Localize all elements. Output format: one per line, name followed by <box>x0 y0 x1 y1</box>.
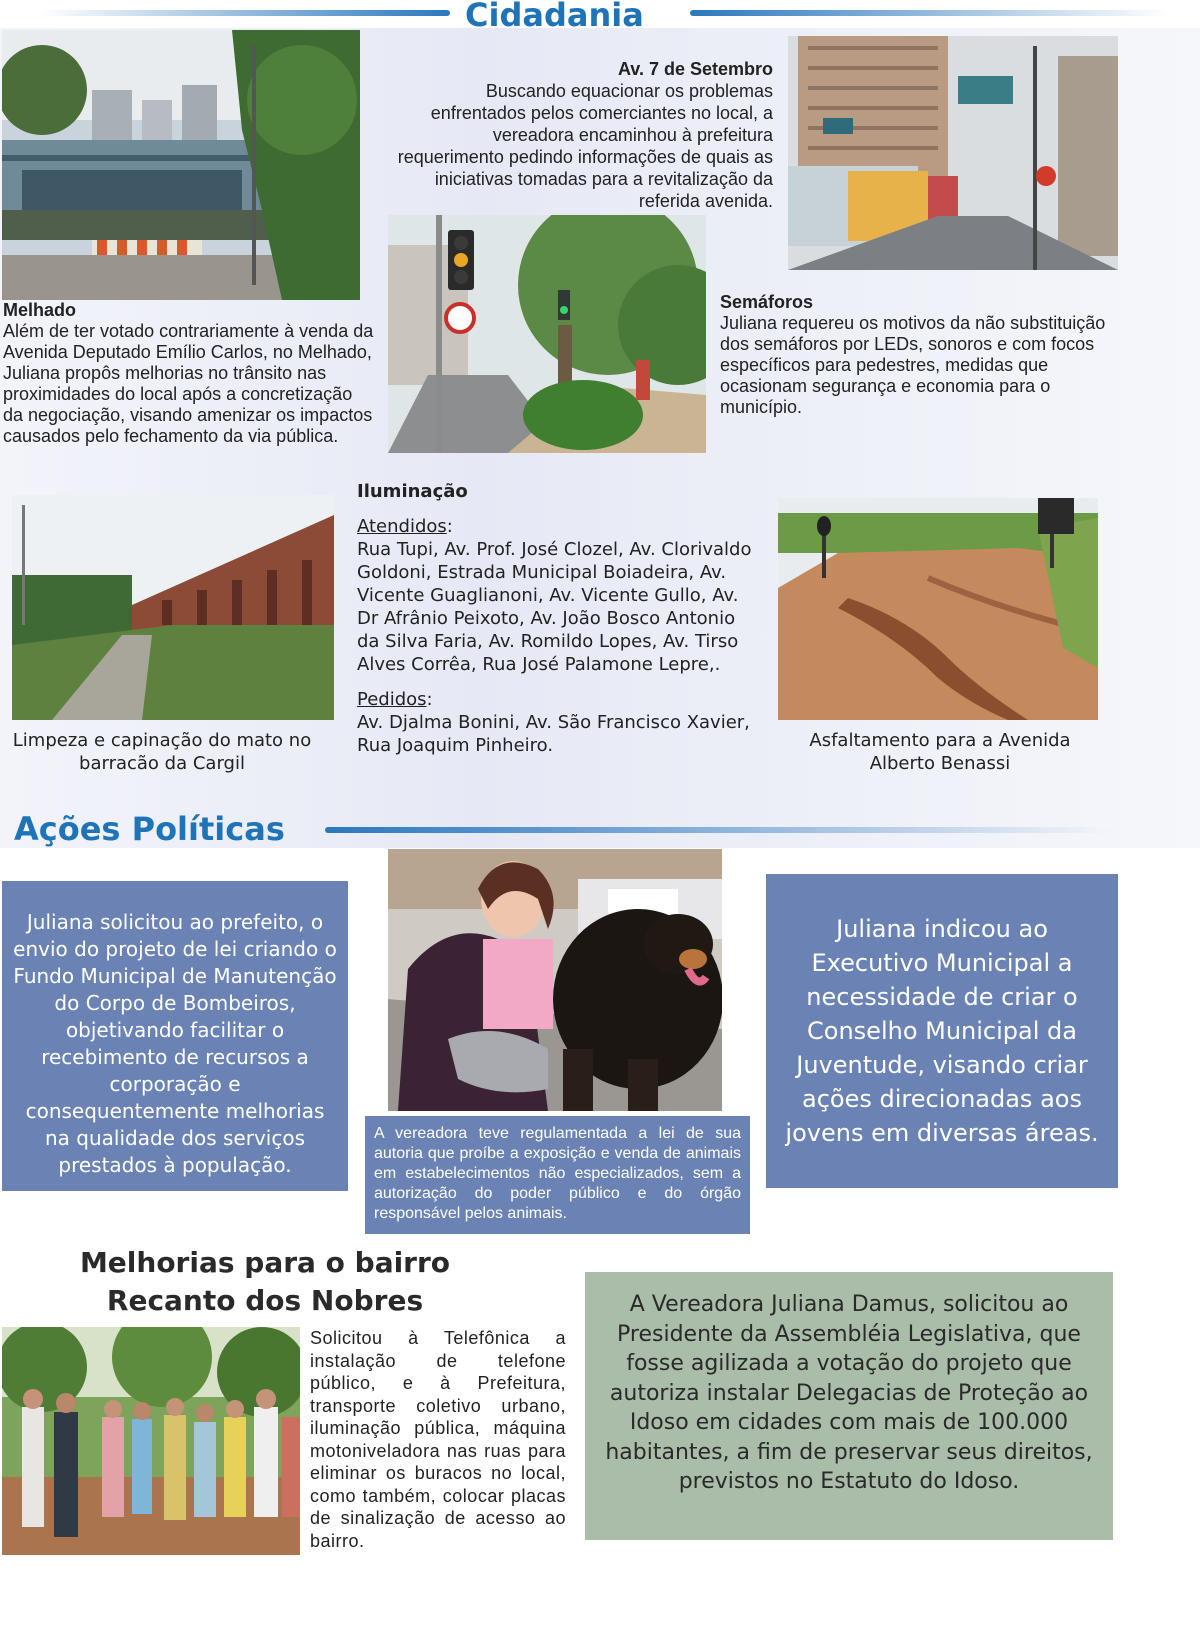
photo-vereadora-dog <box>388 849 722 1111</box>
caption-cargil: Limpeza e capinação do mato no barracão da Cargil <box>12 730 312 774</box>
title-rule-right <box>690 10 1170 16</box>
iluminacao-heading: Iluminação <box>357 481 468 502</box>
acoes-rule <box>325 827 1115 833</box>
av7-body: Buscando equacionar os problemas enfrentados pelos comerciantes no local, a vereadora encaminhou à prefeitura requerimento pedindo informações de quais as iniciativas tomadas para a revitalização da referida avenida. <box>397 81 773 211</box>
atendidos-label: Atendidos <box>357 516 447 537</box>
pedidos-list: Av. Djalma Bonini, Av. São Francisco Xavier, Rua Joaquim Pinheiro. <box>357 712 750 756</box>
photo-recanto-group <box>2 1327 300 1555</box>
melhado-body: Além de ter votado contrariamente à venda da Avenida Deputado Emílio Carlos, no Melhado, Juliana propôs melhorias no trânsito nas proximidades do local após a concretização da negociação, visando amenizar os impactos causados pelo fechamento da via pública. <box>3 321 374 446</box>
melhado-heading: Melhado <box>3 300 77 320</box>
photo-benassi-road <box>778 498 1098 720</box>
photo-traffic-light <box>388 215 706 453</box>
iluminacao-block: Iluminação Atendidos: Rua Tupi, Av. Prof. José Clozel, Av. Clorivaldo Goldoni, Estrada Municipal Boiadeira, Av. Vicente Guaglianoni, Av. Vicente Gullo, Av. Dr Afrânio Peixoto, Av. João Bosco Antonio da Silva Faria, Av. Romildo Lopes, Av. Tirso Alves Corrêa, Rua José Palamone Lepre,. Pedidos: Av. Djalma Bonini, Av. São Francisco Xavier, Rua Joaquim Pinheiro. <box>357 480 757 757</box>
box-idoso-text: A Vereadora Juliana Damus, solicitou ao Presidente da Assembléia Legislativa, que fosse agilizada a votação do projeto que autoriza instalar Delegacias de Proteção ao Idoso em cidades com mais de 100.000 habitantes, a fim de preservar seus direitos, previstos no Estatuto do Idoso. <box>605 1292 1093 1494</box>
acoes-title: Ações Políticas <box>14 810 285 848</box>
title-rule-left <box>40 10 450 16</box>
photo-melhado-overpass <box>2 30 360 300</box>
cidadania-title: Cidadania <box>465 0 644 34</box>
semaforos-block <box>720 292 1120 418</box>
box-bombeiros <box>2 881 348 1191</box>
box-juventude <box>766 874 1118 1188</box>
box-animals-law-text: A vereadora teve regulamentada a lei de sua autoria que proíbe a exposição e venda de animais em estabelecimentos não especializados, sem a autorização do poder público e do órgão responsável pelos animais. <box>374 1125 741 1222</box>
box-bombeiros-text: Juliana solicitou ao prefeito, o envio do projeto de lei criando o Fundo Municipal de Manutenção do Corpo de Bombeiros, objetivando facilitar o recebimento de recursos a corporação e consequentemente melhorias na qualidade dos serviços prestados à população. <box>13 910 337 1177</box>
atendidos-list: Rua Tupi, Av. Prof. José Clozel, Av. Clorivaldo Goldoni, Estrada Municipal Boiadeira, Av. Vicente Guaglianoni, Av. Vicente Gullo, Av. Dr Afrânio Peixoto, Av. João Bosco Antonio da Silva Faria, Av. Romildo Lopes, Av. Tirso Alves Corrêa, Rua José Palamone Lepre,. <box>357 539 752 675</box>
box-juventude-text: Juliana indicou ao Executivo Municipal a necessidade de criar o Conselho Municipal da Juventude, visando criar ações direcionadas aos jovens em diversas áreas. <box>785 915 1099 1147</box>
recanto-title-line2: Recanto dos Nobres <box>106 1284 424 1317</box>
box-idoso <box>585 1272 1113 1540</box>
semaforos-heading: Semáforos <box>720 292 814 312</box>
av7-heading: Av. 7 de Setembro <box>617 59 773 79</box>
recanto-title <box>40 1244 490 1320</box>
caption-benassi: Asfaltamento para a Avenida Alberto Benassi <box>809 730 1071 774</box>
melhado-block <box>3 300 375 447</box>
photo-av7-street <box>788 36 1118 270</box>
photo-cargil-warehouse <box>12 495 334 720</box>
recanto-body: Solicitou à Telefônica a instalação de telefone público, e à Prefeitura, transporte coletivo urbano, iluminação pública, máquina motoniveladora nas ruas para eliminar os buracos no local, como também, colocar placas de sinalização de acesso ao bairro. <box>310 1328 566 1551</box>
semaforos-body: Juliana requereu os motivos da não substituição dos semáforos por LEDs, sonoros e com focos específicos para pedestres, medidas que ocasionam segurança e economia para o município. <box>720 313 1106 417</box>
recanto-title-line1: Melhorias para o bairro <box>79 1246 451 1279</box>
pedidos-label: Pedidos <box>357 689 427 710</box>
box-animals-law <box>365 1116 750 1234</box>
av7-block <box>395 58 773 212</box>
